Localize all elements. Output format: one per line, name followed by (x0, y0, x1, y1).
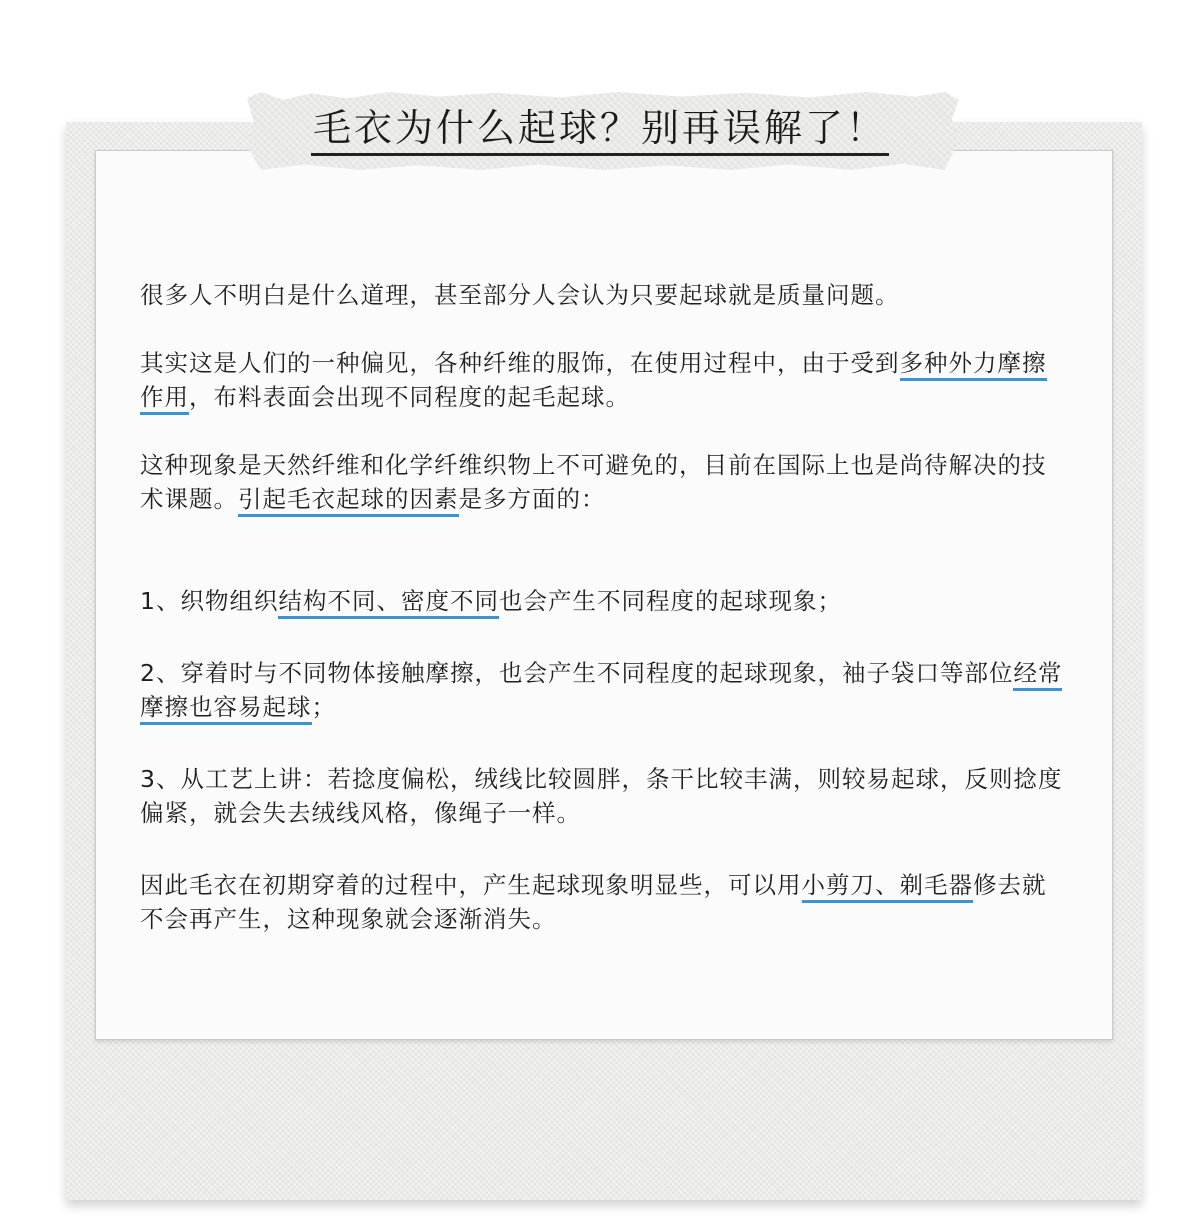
text-segment: 是多方面的： (458, 485, 606, 513)
page-title-text: 毛衣为什么起球？别再误解了！ (311, 104, 889, 156)
highlight-segment: 引起毛衣起球的因素 (238, 485, 459, 517)
list-item-2 (140, 656, 1070, 724)
list-item-3 (140, 762, 1070, 830)
text-segment: 也会产生不同程度的起球现象； (498, 587, 842, 615)
highlight-segment: 经常摩擦也容易起球 (140, 659, 1062, 725)
text-segment: 其实这是人们的一种偏见，各种纤维的服饰，在使用过程中，由于受到 (140, 349, 900, 377)
text-segment: 这种现象是天然纤维和化学纤维织物上不可避免的，目前在国际上也是尚待解决的技术课题。 (140, 451, 1047, 513)
highlight-segment: 结构不同、密度不同 (278, 587, 499, 619)
text-segment: 3、从工艺上讲：若捻度偏松，绒线比较圆胖，条干比较丰满，则较易起球，反则捻度偏紧，就会失去绒线风格，像绳子一样。 (140, 765, 1063, 827)
text-segment: 修去就不会再产生，这种现象就会逐渐消失。 (140, 871, 1047, 933)
list-item-1 (140, 584, 1070, 618)
text-segment: 2、穿着时与不同物体接触摩擦，也会产生不同程度的起球现象，袖子袋口等部位 (140, 659, 1014, 687)
text-segment: 1、织物组织 (140, 587, 279, 615)
text-segment: ，布料表面会出现不同程度的起毛起球。 (189, 383, 630, 411)
highlight-segment: 多种外力摩擦作用 (140, 349, 1047, 415)
paragraph-intro (140, 278, 1070, 312)
text-segment: 很多人不明白是什么道理，甚至部分人会认为只要起球就是质量问题。 (140, 281, 900, 309)
text-segment: 因此毛衣在初期穿着的过程中，产生起球现象明显些，可以用 (140, 871, 802, 899)
highlight-segment: 小剪刀、剃毛器 (802, 871, 974, 903)
paragraph-phenomenon (140, 448, 1070, 516)
paragraph-conclusion (140, 868, 1070, 936)
paragraph-prejudice (140, 346, 1070, 414)
article-body (140, 278, 1070, 936)
text-segment: ； (311, 693, 336, 721)
page-title (0, 103, 1200, 156)
